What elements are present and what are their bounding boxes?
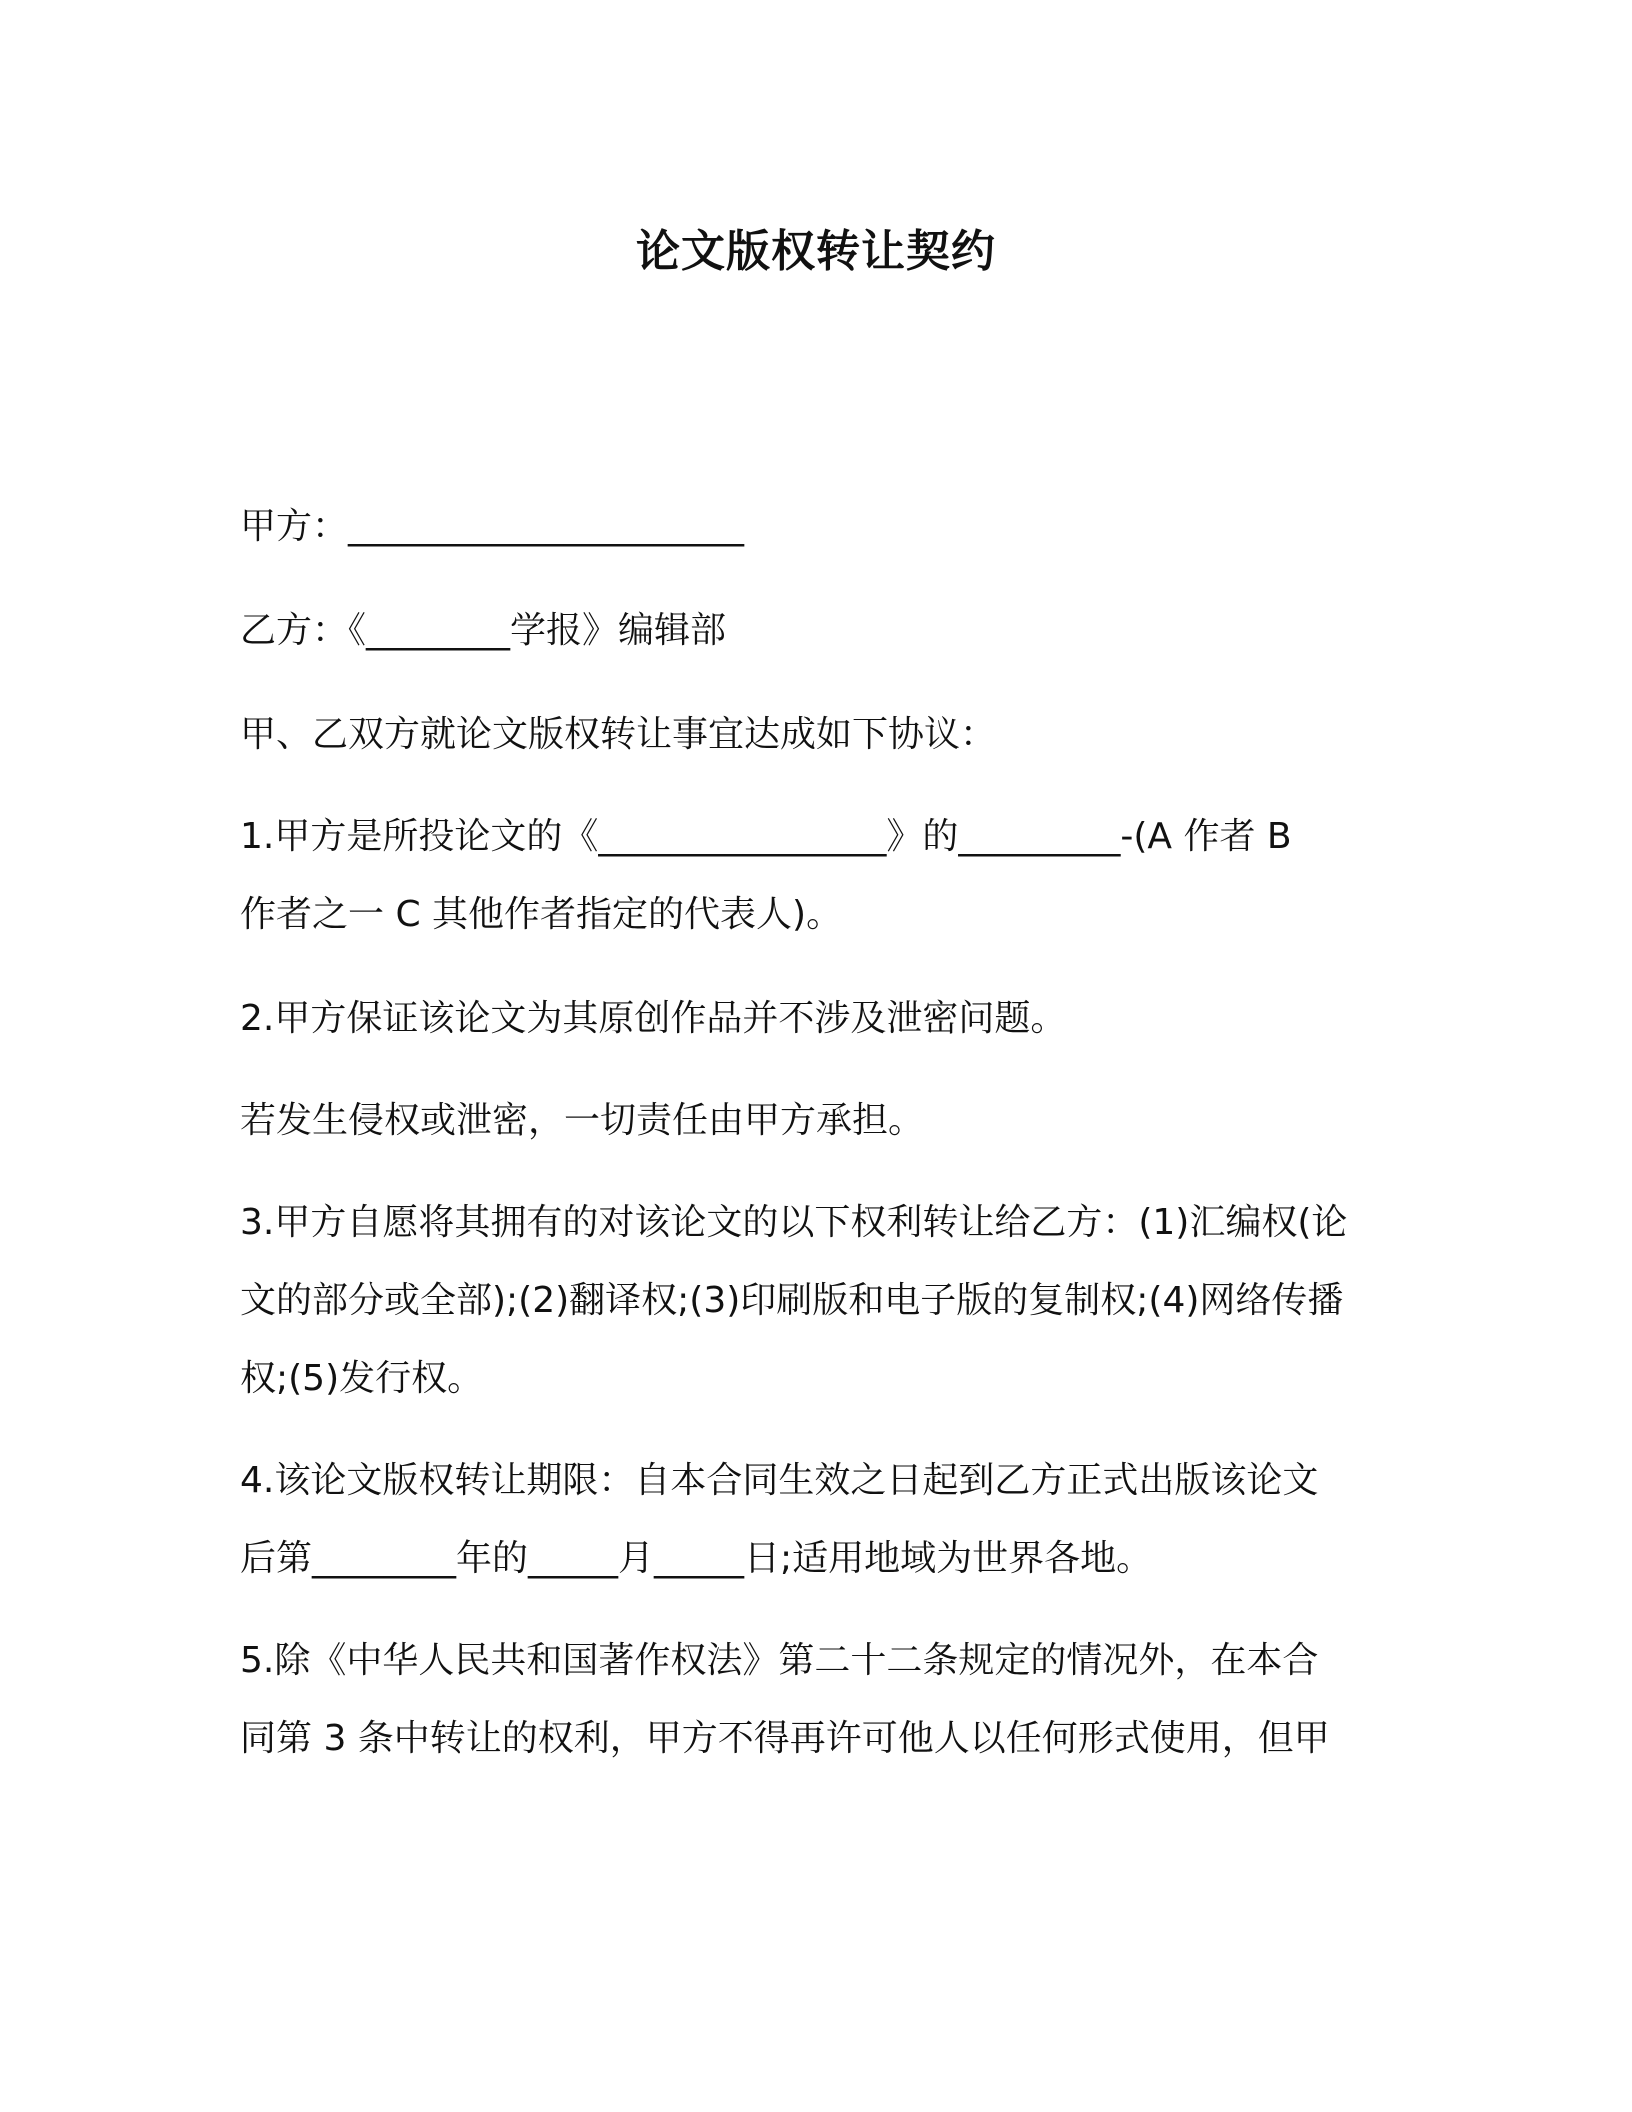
party-b-line: 乙方：《________学报》编辑部 [240, 610, 727, 651]
clause-2-continuation: 若发生侵权或泄密，一切责任由甲方承担。 [240, 1100, 925, 1141]
clause-1 [240, 798, 1380, 954]
clause-1-line-1: 1.甲方是所投论文的《________________》的_________-(A 作者 B [240, 816, 1292, 857]
document-title: 论文版权转让契约 [636, 226, 996, 277]
clause-4 [240, 1442, 1380, 1598]
clause-4-line-2: 后第________年的_____月_____日;适用地域为世界各地。 [240, 1538, 1153, 1579]
clause-3-line-1: 3.甲方自愿将其拥有的对该论文的以下权利转让给乙方：(1)汇编权(论 [240, 1202, 1348, 1243]
clause-5 [240, 1622, 1380, 1778]
clause-3 [240, 1184, 1380, 1418]
clause-5-line-1: 5.除《中华人民共和国著作权法》第二十二条规定的情况外，在本合 [240, 1640, 1319, 1681]
clause-3-line-2: 文的部分或全部);(2)翻译权;(3)印刷版和电子版的复制权;(4)网络传播 [240, 1280, 1344, 1321]
intro-paragraph: 甲、乙双方就论文版权转让事宜达成如下协议： [240, 714, 997, 755]
clause-1-line-2: 作者之一 C 其他作者指定的代表人)。 [240, 894, 843, 935]
party-a-line: 甲方：______________________ [240, 506, 745, 547]
clause-2: 2.甲方保证该论文为其原创作品并不涉及泄密问题。 [240, 998, 1067, 1039]
clause-5-line-2: 同第 3 条中转让的权利，甲方不得再许可他人以任何形式使用，但甲 [240, 1718, 1330, 1759]
clause-4-line-1: 4.该论文版权转让期限：自本合同生效之日起到乙方正式出版该论文 [240, 1460, 1319, 1501]
clause-3-line-3: 权;(5)发行权。 [240, 1358, 484, 1399]
